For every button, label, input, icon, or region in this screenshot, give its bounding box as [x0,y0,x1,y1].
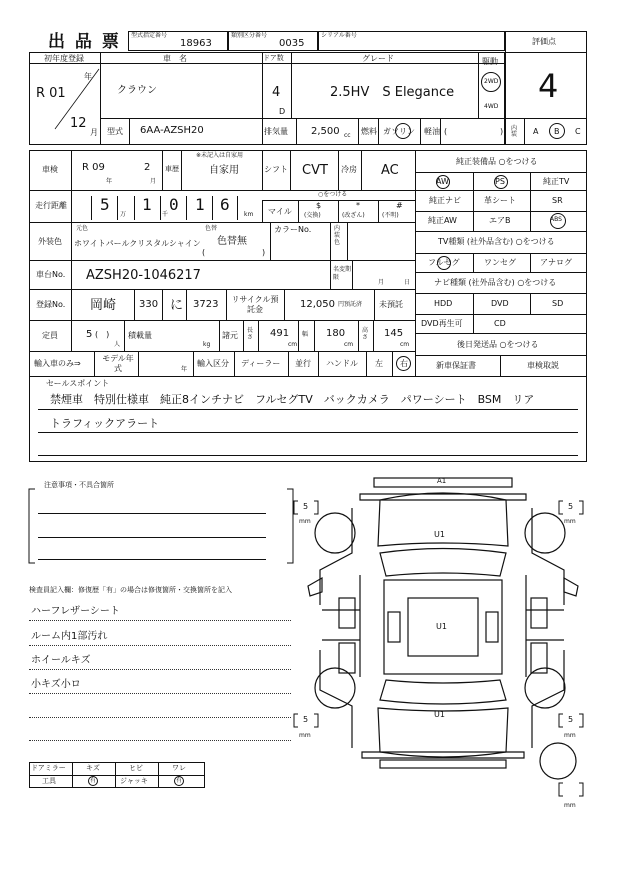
color-paren-open: ( [202,248,206,257]
legend-crack: ヒビ [129,764,143,772]
shaken-year-unit: 年 [106,178,113,185]
class-number: 0035 [279,38,305,49]
sales-point-line-2: トラフィックアラート [50,417,160,430]
mileage-mark-note: ○をつける [318,191,348,198]
registration-kana: に [170,298,184,313]
form-number-label: 型式指定番号 [131,32,168,39]
legend-tool-value: 有 [90,777,97,784]
tv-oneseg: ワンセグ [484,258,516,267]
chassis-number: AZSH20-1046217 [86,268,201,283]
grade-label: グレード [362,54,394,63]
later-shipment-header: 後日発送品 ○をつける [457,340,539,349]
aircon-type: AC [381,163,399,178]
door-count-suffix: D [279,107,286,116]
diagram-roof-u1: U1 [436,622,447,631]
color-paren-close: ) [262,248,266,257]
mileage-digit-4: 1 [195,195,205,214]
model-code: 6AA-AZSH20 [140,125,204,136]
fuel-gasoline: ガソリン [383,127,415,136]
registration-label: 登録No. [36,300,66,309]
drive-2wd: 2WD [484,78,499,85]
evaluation-score: 4 [538,67,559,105]
tv-fullseg: フルセグ [428,258,460,267]
original-color-label: 元色 [76,225,89,232]
mileage-unknown-label: (不明) [382,212,399,219]
history-label: 車歴 [165,165,179,173]
sales-point-line-1: 禁煙車 特別仕様車 純正8インチナビ フルセグTV バックカメラ パワーシート BSM リア [50,393,535,406]
bracket-rear-right-value: 5 [568,715,574,724]
oil-label: 軽油 [424,127,440,136]
legend-jack-value: 有 [176,777,183,784]
capacity-label: 定員 [42,331,58,340]
equip-aw: AW [436,177,449,186]
bracket-spare-unit: mm [564,802,576,809]
width-label: 幅 [302,331,309,338]
nav-type-header: ナビ種類 (社外品含む) ○をつける [434,278,557,287]
mileage-man: 万 [120,211,127,218]
first-registration-label: 初年度登録 [44,54,84,63]
bracket-rear-right-unit: mm [564,732,576,739]
import-label: 輸入車のみ⇒ [34,359,81,368]
notes-label: 注意事項・不具合箇所 [44,481,114,489]
import-dealer: ディーラー [241,359,281,368]
bracket-front-right-unit: mm [564,518,576,525]
interior-color-label: 内装色 [334,225,341,246]
interior-c: C [575,127,581,136]
later-manual: 車検取説 [527,361,559,370]
dvd-playback-label: DVD再生可 [421,319,463,328]
fuel-label: 燃料 [361,127,377,136]
first-registration-month-unit: 月 [90,128,98,137]
equipment-header: 純正装備品 ○をつける [456,157,538,166]
first-registration-month: 12 [70,116,87,131]
diagram-rear-u1: U1 [434,710,445,719]
height-unit: cm [400,341,410,348]
equip-abs: ABS [550,216,562,223]
equip-navi: 純正ナビ [429,196,461,205]
load-label: 積載量 [128,331,152,340]
later-warranty: 新車保証書 [436,361,476,370]
legend-door-mirror: ドアミラー [31,764,66,772]
first-registration-year-unit: 年 [84,72,92,81]
mileage-exchange-label: (交換) [304,212,321,219]
dimensions-label: 諸元 [222,331,238,340]
capacity-paren: ( ) [95,330,110,339]
drive-4wd: 4WD [484,103,499,110]
registration-number: 3723 [193,299,219,310]
equip-leather: 革シート [484,196,516,205]
mileage-sen: 千 [162,211,169,218]
nav-hdd: HDD [434,299,453,308]
mileage-modified-symbol: * [356,201,360,210]
handle-right: 右 [400,359,408,368]
width-value: 180 [326,328,346,339]
mileage-digit-3: 0 [169,195,179,214]
nav-sd: SD [552,299,564,308]
history-note: ※未記入は自家用 [196,152,244,159]
registration-class: 330 [139,299,159,310]
first-registration-era: R 01 [36,86,66,101]
shift-type: CVT [302,163,328,178]
score-header: 評価点 [532,37,556,46]
displacement-unit: cc [344,132,351,139]
height-value: 145 [384,328,404,339]
car-name-label: 車 名 [163,54,187,63]
shaken-label: 車検 [42,165,58,174]
grade-name: 2.5HV S Elegance [330,85,455,100]
color-number-label: カラーNo. [274,225,312,234]
oil-paren-close: ) [500,127,504,136]
displacement: 2,500 [311,126,340,137]
form-number: 18963 [180,38,212,49]
oil-paren-open: ( [444,127,448,136]
capacity-person-unit: 人 [114,341,121,348]
recycle-amount: 12,050 [300,299,335,310]
aircon-label: 冷房 [341,165,357,174]
mileage-exchange-symbol: $ [316,201,322,210]
model-label: 型式 [107,127,123,136]
vehicle-history: 自家用 [209,165,239,176]
height-label: 高さ [362,327,369,342]
bracket-rear-left-value: 5 [303,715,309,724]
class-number-label: 類別区分番号 [231,32,268,39]
recycle-label: リサイクル預託金 [231,295,279,314]
bracket-front-left-unit: mm [299,518,311,525]
note-item-2: ルーム内1部汚れ [31,631,108,642]
bracket-rear-left-unit: mm [299,732,311,739]
sales-point-label: セールスポイント [46,379,110,388]
recycle-status: 未預託 [379,300,403,309]
rename-deadline-label: 名変期限 [333,266,352,281]
registration-city: 岡崎 [90,298,117,313]
dvd-cd: CD [494,319,506,328]
interior-label: 内装 [511,125,518,138]
doors-label: ドア数 [263,54,284,62]
nav-dvd: DVD [491,299,509,308]
import-type-label: 輸入区分 [197,359,229,368]
model-year-label: モデル年式 [102,354,134,373]
tv-type-header: TV種類 (社外品含む) ○をつける [438,237,555,246]
mileage-km: km [244,211,254,218]
rename-day: 日 [404,279,411,286]
legend-tool: 工具 [42,777,56,785]
shaken-month: 2 [144,162,151,173]
inspector-note-label: 検査員記入欄：修復歴「有」の場合は修復箇所・交換箇所を記入 [29,586,232,594]
mileage-mile: マイル [268,207,292,216]
recycle-unit: 円預託済 [338,301,363,308]
equip-sr: SR [552,196,563,205]
import-parallel: 並行 [295,359,311,368]
note-item-4: 小キズ小ロ [31,679,81,690]
mileage-modified-label: (改ざん) [342,212,365,219]
shaken-year: R 09 [82,162,105,173]
note-item-1: ハーフレザーシート [31,606,120,617]
equip-genuine-aw: 純正AW [428,216,457,225]
mileage-digit-5: 6 [220,195,230,214]
handle-label: ハンドル [326,359,358,368]
width-unit: cm [344,341,354,348]
repaint-status: 色替無 [217,236,247,247]
chassis-label: 車台No. [36,270,66,279]
interior-a: A [533,127,539,136]
diagram-front-u1: U1 [434,530,445,539]
mileage-digit-1: 5 [100,195,110,214]
capacity-value: 5 [86,329,93,340]
bracket-front-right-value: 5 [568,502,574,511]
note-item-3: ホイールキズ [31,655,91,666]
mileage-label: 走行距離 [35,201,67,210]
model-year-unit: 年 [181,366,188,373]
legend-break: ワレ [172,764,186,772]
legend-scratch: キズ [86,764,100,772]
bracket-front-left-value: 5 [303,502,309,511]
interior-b: B [554,127,560,136]
mileage-digit-2: 1 [142,195,152,214]
equip-airbag: エアB [489,216,511,225]
door-count: 4 [272,85,281,100]
sheet-title: 出 品 票 [48,32,121,52]
tv-analog: アナログ [540,258,572,267]
rename-month: 月 [378,279,385,286]
car-name: クラウン [117,85,157,96]
length-label: 長さ [247,327,254,342]
length-value: 491 [270,328,290,339]
equip-ps: PS [495,177,505,186]
shift-label: シフト [264,165,288,174]
legend-jack: ジャッキ [120,777,148,785]
color-label: 外装色 [38,237,62,246]
load-unit: kg [203,341,211,348]
shaken-month-unit: 月 [150,178,157,185]
diagram-front-mark: A1 [437,477,447,485]
displacement-label: 排気量 [264,127,288,136]
length-unit: cm [288,341,298,348]
equip-tv: 純正TV [543,177,570,186]
mileage-unknown-symbol: # [396,201,403,210]
repaint-label: 色替 [205,225,218,232]
original-color: ホワイトパールクリスタルシャイン [74,239,201,248]
drive-label: 駆動 [482,57,498,66]
handle-left: 左 [375,359,383,368]
serial-number-label: シリアル番号 [321,32,357,39]
